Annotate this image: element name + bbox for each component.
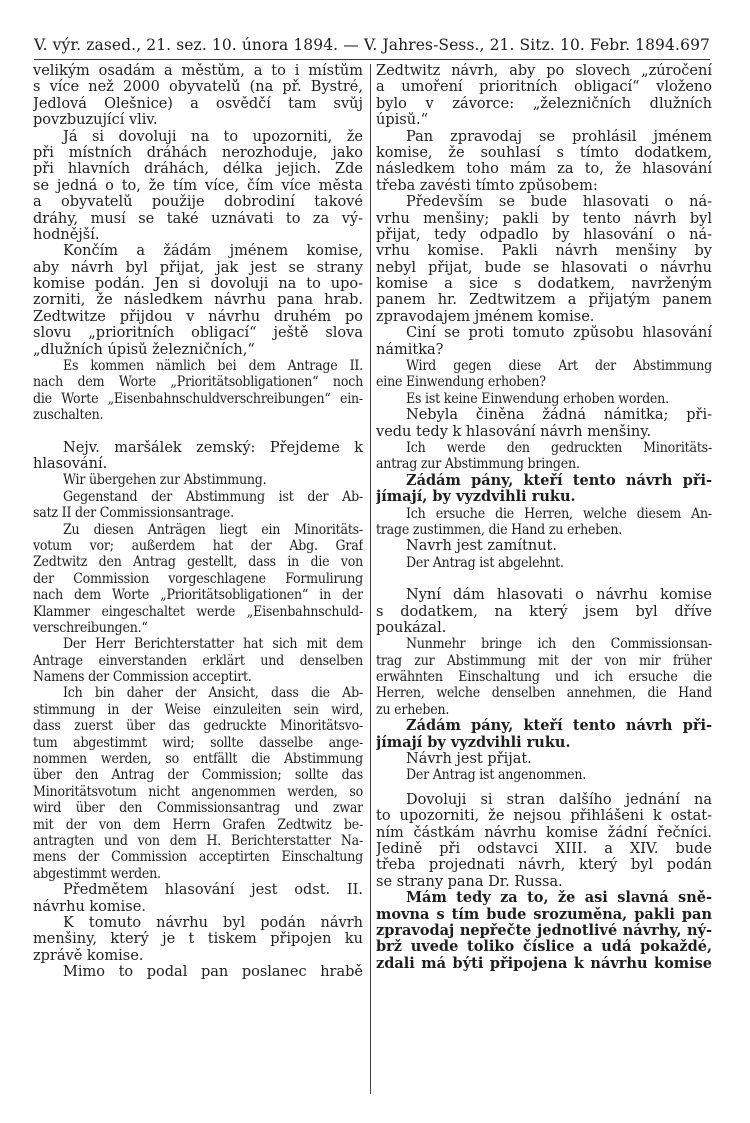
speaker-line: Nejv. maršálek zemský: Přejdeme k xyxy=(63,439,363,456)
text-line: brž uvede toliko číslice a udá pokaždé, xyxy=(376,939,712,956)
text-line: nommen werden, so entfällt die Abstimmung xyxy=(33,751,363,768)
text-line: vrhu menšiny; pakli by tento návrh byl xyxy=(376,210,712,227)
text-line: vrhu komise. Pakli návrh menšiny by xyxy=(376,243,712,260)
text-line: velikým osadám a městům, a to i místům xyxy=(33,63,363,79)
text-line: zpravodaj nepřečte jednotlivé návrhy, ný- xyxy=(376,922,712,939)
text-line: nach dem Worte „Prioritätsobligationen“ noch xyxy=(33,374,363,391)
text-line: úpisů.“ xyxy=(376,112,429,129)
text-line: Zedtwitze přijdou v návrhu druhém po xyxy=(33,308,363,325)
text-line: třeba zavésti tímto způsobem: xyxy=(376,177,598,194)
paragraph-gap xyxy=(376,571,712,587)
text-line: dráhy, musí se také uznávati to za vý- xyxy=(33,210,363,227)
text-line: Pan zpravodaj se prohlásil jménem xyxy=(406,128,712,145)
text-line: a umoření prioritních obligací“ vloženo xyxy=(376,79,712,96)
column-divider xyxy=(370,64,371,1094)
text-line: Antrage einverstanden erklärt und denselben xyxy=(33,652,363,669)
text-line: verschreibungen.“ xyxy=(33,619,148,636)
text-line: die Worte „Eisenbahnschuldverschreibungen“ ein- xyxy=(33,390,363,407)
text-line: bylo v závorce: „železničních dlužních xyxy=(376,95,712,112)
text-line: Wird gegen diese Art der Abstimmung xyxy=(406,358,712,375)
text-line: Činí se proti tomuto způsobu hlasování xyxy=(406,325,712,342)
text-line: to upozorniti, že nejsou přihlášeni k ostat- xyxy=(376,808,712,825)
text-line: a obyvatelů použije dobrodiní takové xyxy=(33,194,363,211)
text-line: Zedtwitz návrh, aby po slovech „zúročení xyxy=(376,63,712,79)
text-line: movna s tím bude srozuměna, pakli pan xyxy=(376,906,712,923)
text-line: vedu tedy k hlasování návrh menšiny. xyxy=(376,423,652,440)
text-line: zpravodajem jménem komise. xyxy=(376,308,595,325)
text-line: třeba projednati návrh, který byl podán xyxy=(376,857,712,874)
text-line: Klammer eingeschaltet werde „Eisenbahnschuld- xyxy=(33,603,363,620)
result-line: Navrh jest zamítnut. xyxy=(406,538,557,555)
text-line: trage zustimmen, die Hand zu erheben. xyxy=(376,521,623,538)
text-line: Zedtwitz den Antrag gestellt, dass in die von xyxy=(33,554,363,571)
text-line: dass zuerst über das gedruckte Minoritätsvo- xyxy=(33,718,363,735)
text-line: s dodatkem, na který jsem byl dříve xyxy=(376,603,712,620)
text-line: návrhu komise. xyxy=(33,898,146,915)
text-line: Jedině při odstavci XIII. a XIV. bude xyxy=(376,840,712,857)
text-line: Nebyla činěna žádná námitka; při- xyxy=(406,407,712,424)
text-line: Ich ersuche die Herren, welche diesem An- xyxy=(406,505,712,522)
text-line: wird über den Commissionsantrag und zwar xyxy=(33,800,363,817)
text-line: mit der von dem Herrn Grafen Zedtwitz be- xyxy=(33,816,363,833)
text-line: tum abgestimmt wird; sollte dasselbe ange- xyxy=(33,734,363,751)
text-line: Končím a žádám jménem komise, xyxy=(63,243,363,260)
result-line: Der Antrag ist angenommen. xyxy=(406,767,587,784)
text-line: Der Herr Berichterstatter hat sich mit dem xyxy=(63,636,363,653)
text-line: Žádám pány, kteří tento návrh při- xyxy=(406,472,712,489)
text-line: při místních dráhách nerozhoduje, jako xyxy=(33,144,363,161)
text-line: Mám tedy za to, že asi slavná sně- xyxy=(406,890,712,907)
text-line: jímají by vyzdvihli ruku. xyxy=(376,734,571,751)
text-line: antrag zur Abstimmung bringen. xyxy=(376,456,580,473)
text-line: Nunmehr bringe ich den Commissionsan- xyxy=(406,636,712,653)
text-line: votum vor; außerdem hat der Abg. Graf xyxy=(33,537,363,554)
text-line: Gegenstand der Abstimmung ist der Ab- xyxy=(63,488,363,505)
text-line: satz II der Commissionsantrage. xyxy=(33,505,234,522)
right-column xyxy=(376,63,712,972)
text-line: komise, že souhlasí s tímto dodatkem, xyxy=(376,144,712,161)
paragraph-gap xyxy=(33,424,363,440)
text-line: se strany pana Dr. Russa. xyxy=(376,873,563,890)
text-line: Namens der Commission acceptirt. xyxy=(33,669,252,686)
text-line: Dovoluji si stran dalšího jednání na xyxy=(406,791,712,808)
left-column xyxy=(33,63,363,980)
text-line: abgestimmt werden. xyxy=(33,865,161,882)
text-line: Es kommen nämlich bei dem Antrage II. xyxy=(63,358,363,375)
text-line: Wir übergehen zur Abstimmung. xyxy=(63,472,267,489)
page-header xyxy=(34,34,710,56)
text-line: Ich werde den gedruckten Minoritäts- xyxy=(406,439,712,456)
text-line: se jedná o to, že tím více, čím více města xyxy=(33,177,363,194)
text-line: komise a sice s dodatkem, navrženým xyxy=(376,276,712,293)
text-line: „dlužních úpisů železničních,“ xyxy=(33,341,255,358)
text-line: Es ist keine Einwendung erhoben worden. xyxy=(406,390,669,407)
text-line: hodnější. xyxy=(33,226,100,243)
text-line: námitka? xyxy=(376,341,444,358)
text-line: stimmung in der Weise einzuleiten sein wird, xyxy=(33,701,363,718)
text-line: zorniti, že následkem návrhu pana hrab. xyxy=(33,292,363,309)
text-line: jímají, by vyzdvihli ruku. xyxy=(376,489,576,506)
text-line: nach dem Worte „Prioritätsobligationen“ in der xyxy=(33,587,363,604)
text-line: povzbuzující vliv. xyxy=(33,112,158,129)
text-line: Především se bude hlasovati o ná- xyxy=(406,194,712,211)
text-line: komise podán. Jen si dovoluji na to upo- xyxy=(33,276,363,293)
text-line: ním částkám návrhu komise žádní řečníci. xyxy=(376,824,712,841)
text-line: Ich bin daher der Ansicht, dass die Ab- xyxy=(63,685,363,702)
text-line: poukázal. xyxy=(376,619,447,636)
text-line: Já si dovoluji na to upozorniti, že xyxy=(63,128,363,145)
text-line: Mimo to podal pan poslanec hrabě xyxy=(63,964,363,981)
text-line: mens der Commission acceptirten Einschaltung xyxy=(33,849,363,866)
text-line: eine Einwendung erhoben? xyxy=(376,374,546,391)
text-line: über den Antrag der Commission; sollte das xyxy=(33,767,363,784)
text-line: Jedlová Olešnice) a osvědčí tam svůj xyxy=(33,95,363,112)
text-line: při hlavních dráhách, délka jejich. Zde xyxy=(33,161,363,178)
text-line: zdali má býti připojena k návrhu komise xyxy=(376,955,712,972)
header-rule xyxy=(34,59,710,60)
text-line: menšiny, který je t tiskem připojen ku xyxy=(33,931,363,948)
text-line: Minoritätsvotum nicht angenommen werden, so xyxy=(33,783,363,800)
text-line: následkem toho mám za to, že hlasování xyxy=(376,161,712,178)
text-line: přijat, tedy odpadlo by hlasování o ná- xyxy=(376,226,712,243)
paragraph-gap xyxy=(376,784,712,792)
text-line: Zu diesen Anträgen liegt ein Minoritäts- xyxy=(63,521,363,538)
text-line: nebyl přijat, bude se hlasovati o návrhu xyxy=(376,259,712,276)
result-line: Der Antrag ist abgelehnt. xyxy=(406,554,564,571)
text-line: zprávě komise. xyxy=(33,947,144,964)
text-line: antragten und von dem H. Berichterstatter Na- xyxy=(33,832,363,849)
text-line: panem hr. Zedtwitzem a přijatým panem xyxy=(376,292,712,309)
text-line: hlasování. xyxy=(33,455,108,472)
page-number: 697 xyxy=(680,36,710,54)
text-line: zuschalten. xyxy=(33,407,104,424)
text-line: der Commission vorgeschlagene Formulirung xyxy=(33,570,363,587)
text-line: K tomuto návrhu byl podán návrh xyxy=(63,914,363,931)
text-line: Nyní dám hlasovati o návrhu komise xyxy=(406,587,712,604)
text-line: Předmětem hlasování jest odst. II. xyxy=(63,882,363,899)
result-line: Návrh jest přijat. xyxy=(406,751,532,768)
text-line: trag zur Abstimmung mit der von mir früher xyxy=(376,652,712,669)
text-line: Žádám pány, kteří tento návrh při- xyxy=(406,718,712,735)
text-line: Herren, welche denselben annehmen, die Hand xyxy=(376,685,712,702)
text-line: aby návrh byl přijat, jak jest se strany xyxy=(33,259,363,276)
text-line: zu erheben. xyxy=(376,701,450,718)
text-line: erwähnten Einschaltung und ich ersuche die xyxy=(376,669,712,686)
text-line: slovu „prioritních obligací“ ještě slova xyxy=(33,325,363,342)
header-title: V. výr. zased., 21. sez. 10. února 1894. — V. Jahres-Sess., 21. Sitz. 10. Febr. 1894. xyxy=(34,36,680,54)
text-line: s více než 2000 obyvatelů (na př. Bystré, xyxy=(33,79,363,96)
